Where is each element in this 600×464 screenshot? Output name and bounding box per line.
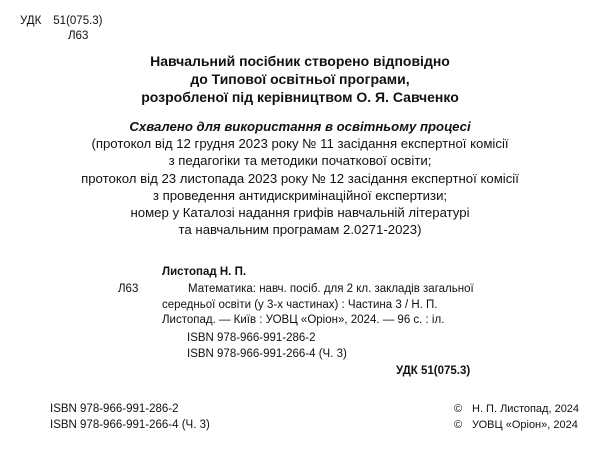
copyright-symbol: © bbox=[454, 403, 463, 415]
copyright-line bbox=[454, 402, 579, 418]
heading-line: Навчальний посібник створено відповідно bbox=[150, 53, 450, 69]
copyright-block bbox=[454, 402, 579, 433]
heading-line: до Типової освітньої програми, bbox=[190, 71, 410, 87]
catalog-author: Листопад Н. П. bbox=[162, 266, 247, 278]
copyright-text: УОВЦ «Оріон», 2024 bbox=[472, 418, 578, 431]
approval-line: та навчальним програмам 2.0271-2023) bbox=[178, 222, 422, 238]
approval-title: Схвалено для використання в освітньому процесі bbox=[129, 119, 471, 134]
approval-line: номер у Каталозі надання грифів навчальній літературі bbox=[130, 205, 470, 221]
isbn-line: ISBN 978-966-991-286-2 bbox=[50, 403, 179, 415]
approval-line: (протокол від 12 грудня 2023 року № 11 засідання експертної комісії bbox=[91, 136, 509, 152]
catalog-description: Математика: навч. посіб. для 2 кл. закладів загальної середньої освіти (у 3-х частинах) : Частина 3 / Н. П. Листопад. — Київ : УОВЦ «Оріон», 2024. — 96 с. : іл. bbox=[162, 283, 474, 326]
approval-line: протокол від 23 листопада 2023 року № 12 засідання експертної комісії bbox=[81, 170, 519, 186]
udk-value: 51(075.3) bbox=[53, 15, 103, 27]
classification-code-top: Л63 bbox=[68, 30, 89, 42]
isbn-line: ISBN 978-966-991-266-4 (Ч. 3) bbox=[50, 418, 210, 431]
udk-label: УДК bbox=[20, 15, 42, 27]
catalog-udk: УДК 51(075.3) bbox=[396, 365, 471, 377]
isbn-line: ISBN 978-966-991-286-2 bbox=[187, 332, 316, 344]
copyright-line bbox=[454, 418, 579, 434]
approval-block bbox=[0, 118, 600, 238]
udk-code-top bbox=[20, 14, 103, 29]
catalog-isbn-list bbox=[187, 331, 347, 362]
copyright-symbol: © bbox=[454, 418, 463, 431]
heading-line: розробленої під керівництвом О. Я. Савченко bbox=[141, 89, 459, 105]
isbn-line: ISBN 978-966-991-266-4 (Ч. 3) bbox=[187, 347, 347, 360]
program-heading bbox=[0, 52, 600, 106]
footer-isbn-list bbox=[50, 402, 210, 433]
approval-line: з проведення антидискримінаційної експертизи; bbox=[152, 187, 448, 203]
copyright-text: Н. П. Листопад, 2024 bbox=[472, 403, 580, 415]
catalog-code: Л63 bbox=[118, 283, 139, 295]
approval-line: з педагогіки та методики початкової освіти; bbox=[168, 153, 432, 169]
